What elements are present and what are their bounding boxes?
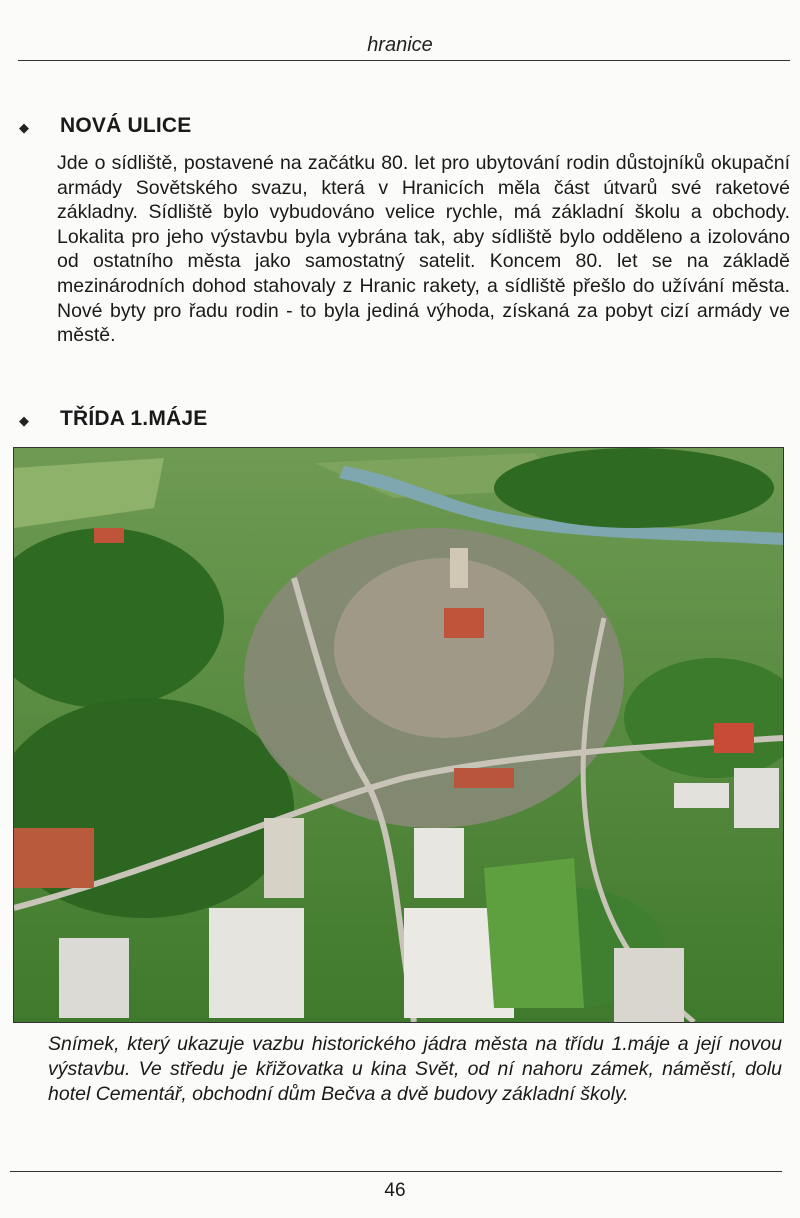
page-number: 46	[384, 1180, 406, 1201]
bullet-icon: ◆	[19, 120, 29, 135]
section-heading-trida-1-maje: TŘÍDA 1.MÁJE	[60, 407, 208, 430]
section-body-nova-ulice: Jde o sídliště, postavené na začátku 80. let pro ubytování rodin důstojníků okupační armády Sovětského svazu, která v Hranicích měla část útvarů své raketové základny. Sídliště bylo vybudováno velice rychle, má základní školu a obchody. Lokalita pro jeho výstavbu byla vybrána tak, aby sídliště bylo odděleno a izolováno od ostatního města jako samostatný satelit. Koncem 80. let se na základě mezinárodních dohod stahovaly z Hranic rakety, a sídliště přešlo do užívání města. Nové byty pro řadu rodin - to byla jediná výhoda, získaná za pobyt cizí armády ve městě.	[57, 152, 790, 347]
header-rule	[18, 60, 790, 61]
footer-rule	[10, 1171, 782, 1172]
photo-caption: Snímek, který ukazuje vazbu historického jádra města na třídu 1.máje a její novou výstavbu. Ve středu je křižovatka u kina Svět, od ní nahoru zámek, náměstí, dolu hotel Cementář, obchodní dům Bečva a dvě budovy základní školy.	[48, 1033, 782, 1105]
section-heading-nova-ulice: NOVÁ ULICE	[60, 114, 192, 137]
aerial-photo	[13, 447, 784, 1023]
running-header: hranice	[367, 34, 433, 56]
bullet-icon: ◆	[19, 413, 29, 428]
